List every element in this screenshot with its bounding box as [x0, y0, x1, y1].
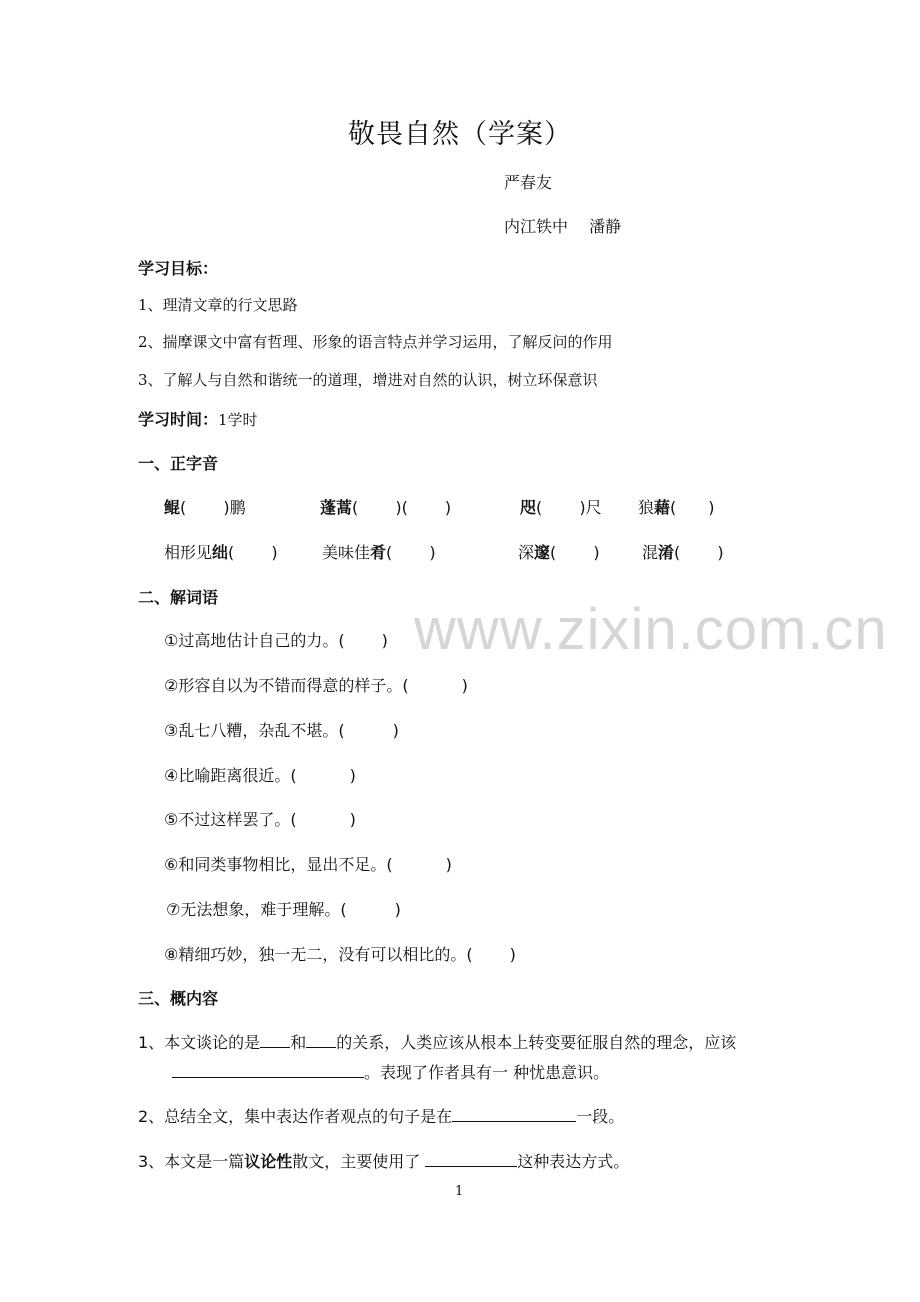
- definition-item: ⑤不过这样罢了。( ): [164, 810, 356, 829]
- objectives-heading: 学习目标：: [138, 259, 219, 278]
- pinyin-item: 美味佳肴( ): [322, 543, 436, 562]
- pinyin-item: 狼藉( ): [638, 498, 715, 517]
- answer-blank[interactable]: [172, 1061, 364, 1078]
- pinyin-item: 蓬蒿( )( ): [320, 498, 452, 517]
- school-teacher: 内江铁中 潘静: [504, 217, 622, 236]
- definition-item: ⑧精细巧妙，独一无二，没有可以相比的。( ): [164, 945, 516, 964]
- pinyin-item: 深邃( ): [518, 543, 600, 562]
- study-time-label: 学习时间：: [138, 410, 219, 429]
- question-2: 2、总结全文，集中表达作者观点的句子是在 一段。: [138, 1107, 625, 1126]
- definition-item: ⑥和同类事物相比，显出不足。( ): [164, 855, 452, 874]
- pinyin-item: 相形见绌( ): [164, 543, 278, 562]
- section2-heading: 二、解词语: [138, 588, 219, 607]
- author: 严春友: [504, 173, 553, 192]
- definition-item: ①过高地估计自己的力。( ): [164, 631, 388, 650]
- definition-item: ④比喻距离很近。( ): [164, 766, 356, 785]
- page-title: 敬畏自然（学案）: [348, 119, 572, 150]
- question-1-line2: 。表现了作者具有一 种忧患意识。: [172, 1060, 609, 1083]
- objective-item: 3、了解人与自然和谐统一的道理，增进对自然的认识，树立环保意识: [138, 371, 598, 389]
- answer-blank[interactable]: [452, 1105, 576, 1122]
- question-3: 3、本文是一篇议论性散文，主要使用了 这种表达方式。: [138, 1152, 630, 1171]
- pinyin-item: 混淆( ): [642, 543, 724, 562]
- definition-item: ②形容自以为不错而得意的样子。( ): [164, 676, 468, 695]
- section1-heading: 一、正字音: [138, 454, 219, 473]
- study-time-value: 1学时: [218, 411, 258, 429]
- definition-item: ③乱七八糟，杂乱不堪。( ): [164, 721, 399, 740]
- section3-heading: 三、概内容: [138, 989, 219, 1008]
- study-time: [138, 407, 258, 430]
- definition-item: ⑦无法想象，难于理解。( ): [166, 900, 401, 919]
- page-number: 1: [455, 1184, 464, 1199]
- answer-blank[interactable]: [425, 1150, 517, 1167]
- pinyin-item: 鲲( )鹏: [164, 498, 246, 517]
- question-1-line1: 1、本文谈论的是 和 的关系，人类应该从根本上转变要征服自然的理念，应该: [138, 1033, 737, 1052]
- objective-item: 1、理清文章的行文思路: [138, 296, 298, 314]
- answer-blank[interactable]: [260, 1031, 290, 1048]
- pinyin-item: 咫( )尺: [520, 498, 602, 517]
- answer-blank[interactable]: [306, 1031, 336, 1048]
- objective-item: 2、揣摩课文中富有哲理、形象的语言特点并学习运用，了解反问的作用: [138, 333, 613, 351]
- watermark: www.zixin.com.cn: [414, 597, 888, 662]
